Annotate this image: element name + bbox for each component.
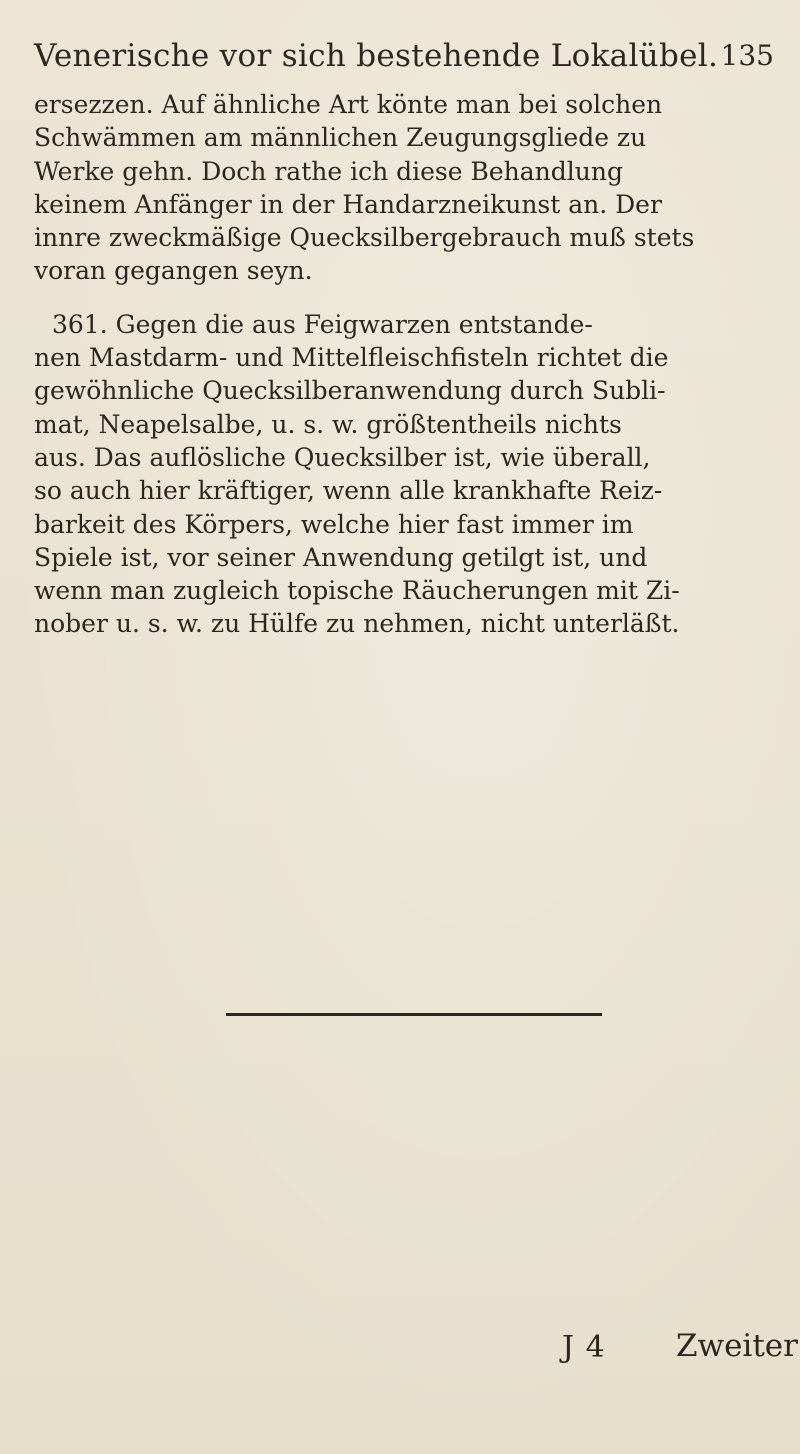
paragraph-continuation (34, 88, 774, 288)
paragraph-361 (34, 308, 774, 641)
text-line: Schwämmen am männlichen Zeugungsgliede zu (34, 123, 647, 153)
text-line: ersezzen. Auf ähnliche Art könte man bei solchen (34, 90, 663, 119)
running-header (34, 34, 774, 78)
text-line: aus. Das auflösliche Quecksilber ist, wie überall, (34, 442, 651, 472)
text-line: Spiele ist, vor seiner Anwendung getilgt ist, und (34, 542, 648, 572)
text-line: so auch hier kräftiger, wenn alle krankhafte Reiz- (34, 476, 663, 506)
text-line: voran gegangen seyn. (34, 256, 313, 286)
text-line: 361. Gegen die aus Feigwarzen entstande- (52, 309, 593, 339)
text-line: gewöhnliche Quecksilberanwendung durch Subli- (34, 376, 666, 406)
text-line: innre zweckmäßige Quecksilbergebrauch muß stets (34, 223, 695, 253)
section-divider (226, 1013, 602, 1016)
text-line: keinem Anfänger in der Handarzneikunst an. Der (34, 189, 662, 219)
text-line: Werke gehn. Doch rathe ich diese Behandlung (34, 156, 623, 186)
text-line: barkeit des Körpers, welche hier fast immer im (34, 509, 634, 539)
signature-mark: J 4 (562, 1330, 606, 1365)
text-line: nober u. s. w. zu Hülfe zu nehmen, nicht unterläßt. (34, 609, 680, 639)
text-line: nen Mastdarm- und Mittelfleischfisteln richtet die (34, 343, 669, 373)
catchword: Zweiter (676, 1328, 798, 1364)
page-number: 135 (720, 39, 774, 72)
text-line: wenn man zugleich topische Räucherungen mit Zi- (34, 576, 680, 606)
text-line: mat, Neapelsalbe, u. s. w. größtentheils nichts (34, 409, 622, 439)
running-title: Venerische vor sich bestehende Lokalübel. (34, 38, 719, 74)
body-text (34, 88, 774, 641)
